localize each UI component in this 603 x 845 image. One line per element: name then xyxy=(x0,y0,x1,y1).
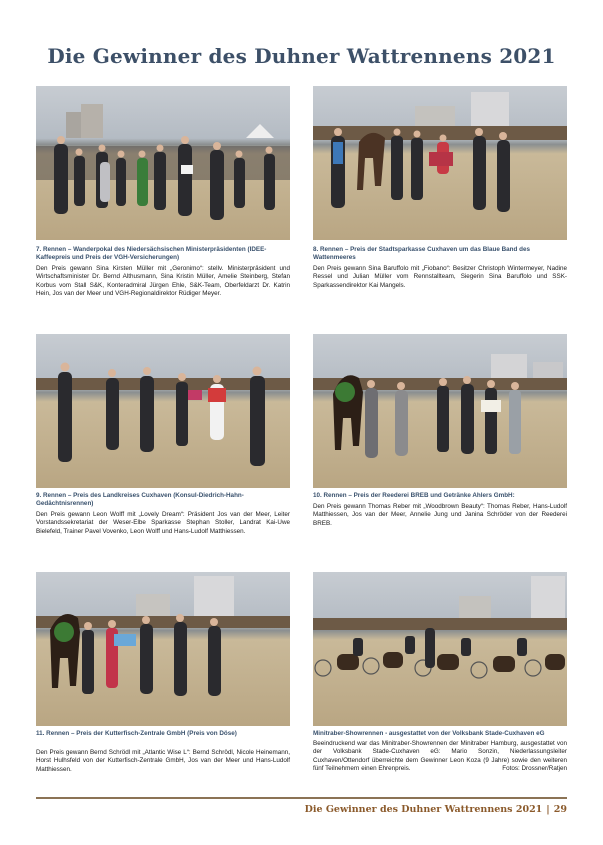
article-body: Den Preis gewann Bernd Schrödl mit „Atlantic Wise L“: Bernd Schrödl, Nicole Heinemann, Horst Hulhsfeld von der Kutterfisch-Zentrale GmbH, Jos van der Meer und Hans-Ludolf Matthiessen. xyxy=(36,749,290,773)
article-body xyxy=(313,740,567,773)
article-title: 9. Rennen – Preis des Landkreises Cuxhaven (Konsul-Diedrich-Hahn-Gedächtnisrennen) xyxy=(36,492,244,508)
article-title: 10. Rennen – Preis der Reederei BREB und Getränke Ahlers GmbH: xyxy=(313,492,515,499)
article-title: Minitraber-Showrennen - ausgestattet von der Volksbank Stade-Cuxhaven eG xyxy=(313,730,545,737)
article-body: Den Preis gewann Thomas Reber mit „Woodbrown Beauty“: Thomas Reber, Hans-Ludolf Matthiessen, Jos van der Meer, Annelie Jung und Janina Schröder von der Reederei BREB. xyxy=(313,503,567,527)
footer-title: Die Gewinner des Duhner Wattrennens 2021 xyxy=(304,804,543,815)
photo-race-9 xyxy=(36,334,290,488)
article-body: Den Preis gewann Leon Wolff mit „Lovely Dream“: Präsident Jos van der Meer, Leiter Vorstandssekretariat der Weser-Elbe Sparkasse Stephan Stoller, Landrat Kai-Uwe Bielefeld, Trainer Pavel Vovenko, Leon Wolff und Hans-Ludolf Matthiessen. xyxy=(36,511,290,535)
footer-separator: | xyxy=(546,804,550,815)
page-number: 29 xyxy=(553,804,567,815)
photo-race-11 xyxy=(36,572,290,726)
footer-divider xyxy=(36,797,567,799)
article-title: 11. Rennen – Preis der Kutterfisch-Zentrale GmbH (Preis von Döse) xyxy=(36,730,237,737)
photo-race-7 xyxy=(36,86,290,240)
article-body: Den Preis gewann Sina Kirsten Müller mit „Geronimo“: stellv. Ministerpräsident und Wirtschaftsminister Dr. Bernd Althusmann, Sina Kristin Müller, Amelie Steinberg, Stefan Korbus vom Stall S&K, Konteradmiral Jürgen Ehle, S&K-Team, Oberfeldarzt Dr. Katrin Hein, Jos van der Meer und VGH-Regionaldirektor Rüdiger Meyer. xyxy=(36,265,290,297)
article-title: 8. Rennen – Preis der Stadtsparkasse Cuxhaven um das Blaue Band des Wattenmeeres xyxy=(313,246,530,262)
photo-credit: Fotos: Drossner/Ratjen xyxy=(502,764,567,772)
photo-race-8 xyxy=(313,86,567,240)
photo-minitraber xyxy=(313,572,567,726)
page-title: Die Gewinner des Duhner Wattrennens 2021 xyxy=(47,44,556,68)
article-title: 7. Rennen – Wanderpokal des Niedersächsischen Ministerpräsidenten (IDEE-Kaffeepreis und Preis der VGH-Versicherungen) xyxy=(36,246,267,262)
page-footer xyxy=(305,804,567,815)
photo-race-10 xyxy=(313,334,567,488)
article-body-text: Beeindruckend war das Minitraber-Showrennen der Minitraber Hamburg, ausgestattet von der Volksbank Stade-Cuxhaven eG: Mario Sonzin, Niederlassungsleiter Cuxhaven/Ottendorf überreichte dem Gewinner Leon Koza (9 Jahre) sowie den weiteren fünf Teilnehmern einen Ehrenpreis. xyxy=(313,740,567,772)
article-body: Den Preis gewann Sina Baruffolo mit „Fiobano“: Besitzer Christoph Wintermeyer, Nadine Ressel und Julian Müller vom Rennstallteam, Siegerin Sina Baruffolo und SSK-Sparkassendirektor Kai Mangels. xyxy=(313,265,567,289)
